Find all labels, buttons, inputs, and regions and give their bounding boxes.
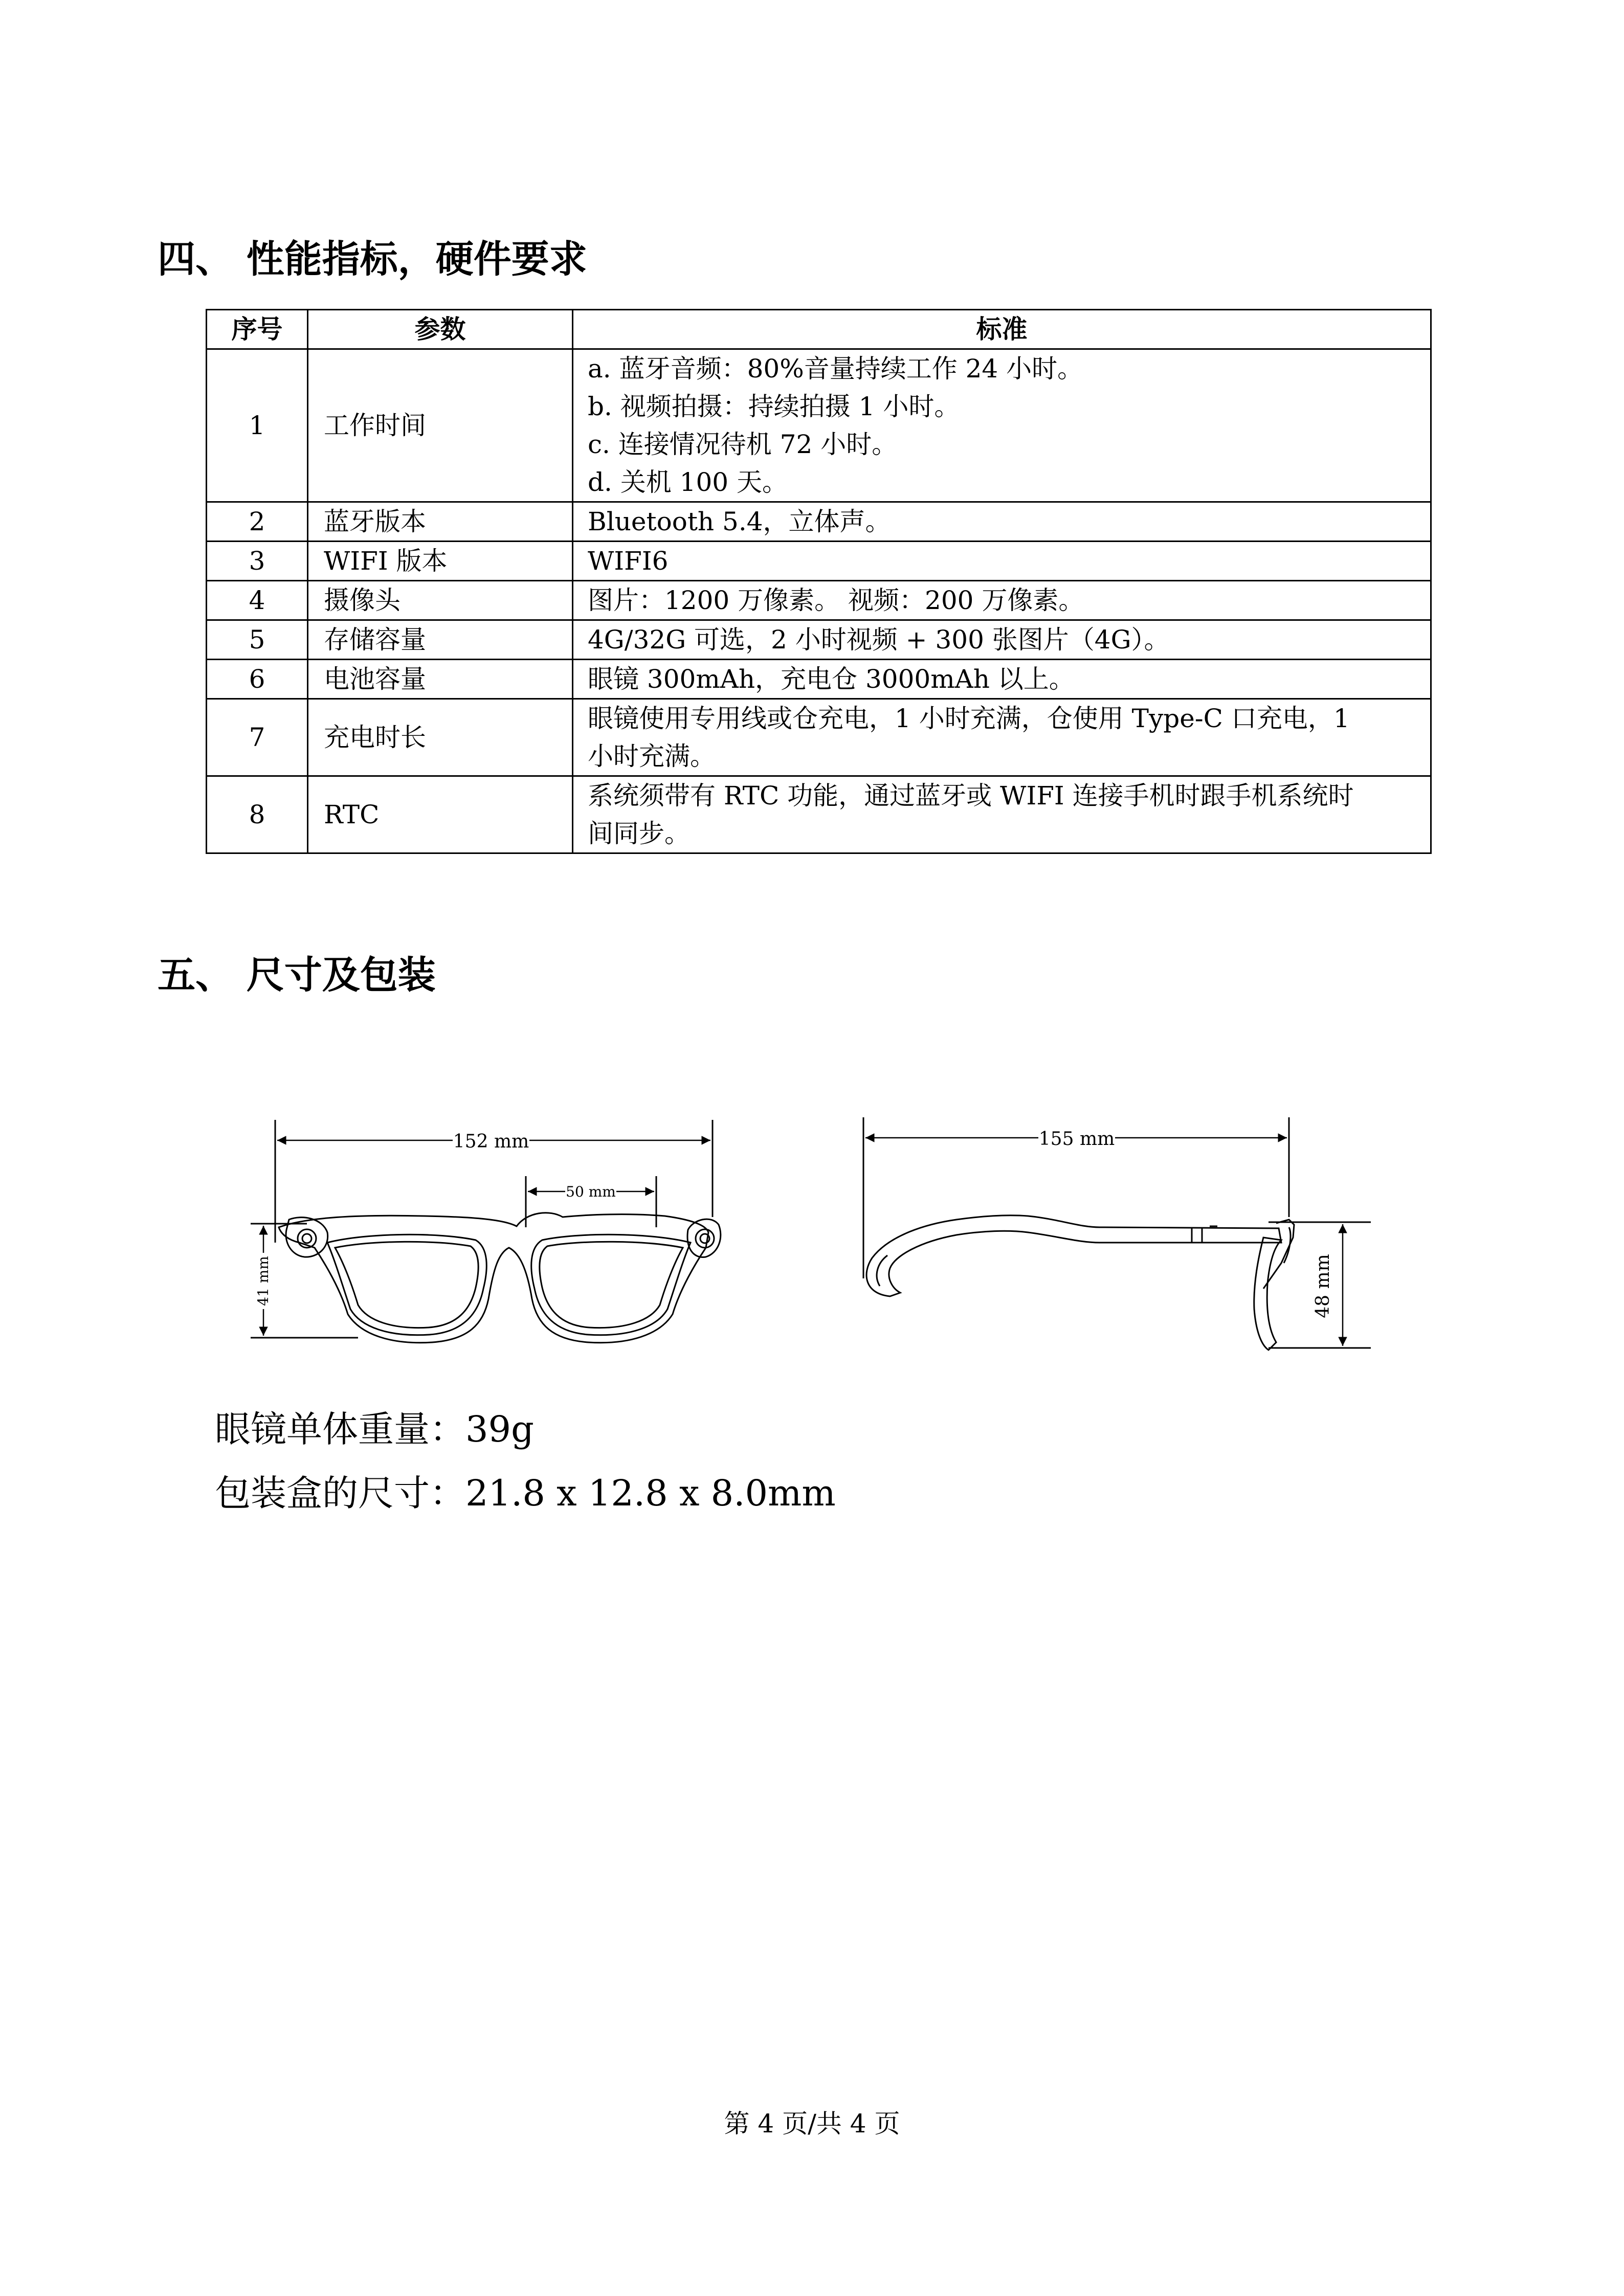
side-height-label: 48 mm [1312,1254,1333,1318]
row-param: RTC [308,776,573,853]
side-length-label: 155 mm [1038,1129,1115,1150]
standard-line: a. 蓝牙音频：80%音量持续工作 24 小时。 [588,354,1083,384]
section-5-heading: 五、 尺寸及包装 [158,953,436,997]
front-height-label: 41 mm [255,1256,272,1306]
standard-line: b. 视频拍摄：持续拍摄 1 小时。 [588,392,960,421]
section-4-heading: 四、 性能指标，硬件要求 [158,237,587,281]
box-size: 包装盒的尺寸：21.8 x 12.8 x 8.0mm [215,1472,836,1514]
glasses-weight: 眼镜单体重量：39g [215,1408,534,1450]
row-no: 1 [207,349,308,502]
standard-line: Bluetooth 5.4，立体声。 [588,507,891,536]
row-no: 7 [207,699,308,776]
page-number: 第 4 页/共 4 页 [724,2109,900,2139]
row-no: 3 [207,542,308,581]
standard-line: 小时充满。 [588,741,716,771]
header-param: 参数 [308,310,573,349]
standard-line: c. 连接情况待机 72 小时。 [588,430,898,459]
header-standard: 标准 [573,310,1431,349]
row-no: 8 [207,776,308,853]
row-no: 5 [207,620,308,660]
standard-line: 4G/32G 可选，2 小时视频 + 300 张图片（4G）。 [588,625,1170,655]
row-param: 蓝牙版本 [308,502,573,542]
row-param: 存储容量 [308,620,573,660]
standard-line: d. 关机 100 天。 [588,467,788,497]
row-param: 摄像头 [308,581,573,620]
row-param: WIFI 版本 [308,542,573,581]
row-param: 工作时间 [308,349,573,502]
standard-line: 间同步。 [588,819,690,848]
header-no: 序号 [207,310,308,349]
front-view-drawing [251,1120,721,1343]
row-no: 6 [207,660,308,699]
side-view-drawing [863,1117,1371,1350]
standard-line: WIFI6 [588,546,669,576]
row-param: 充电时长 [308,699,573,776]
front-width-label: 152 mm [453,1131,529,1152]
standard-line: 眼镜 300mAh，充电仓 3000mAh 以上。 [588,664,1075,694]
lens-width-label: 50 mm [566,1183,616,1200]
standard-line: 图片：1200 万像素。 视频：200 万像素。 [588,586,1084,615]
standard-line: 系统须带有 RTC 功能，通过蓝牙或 WIFI 连接手机时跟手机系统时 [588,781,1354,811]
row-no: 2 [207,502,308,542]
row-param: 电池容量 [308,660,573,699]
row-no: 4 [207,581,308,620]
standard-line: 眼镜使用专用线或仓充电，1 小时充满，仓使用 Type-C 口充电，1 [588,704,1350,733]
